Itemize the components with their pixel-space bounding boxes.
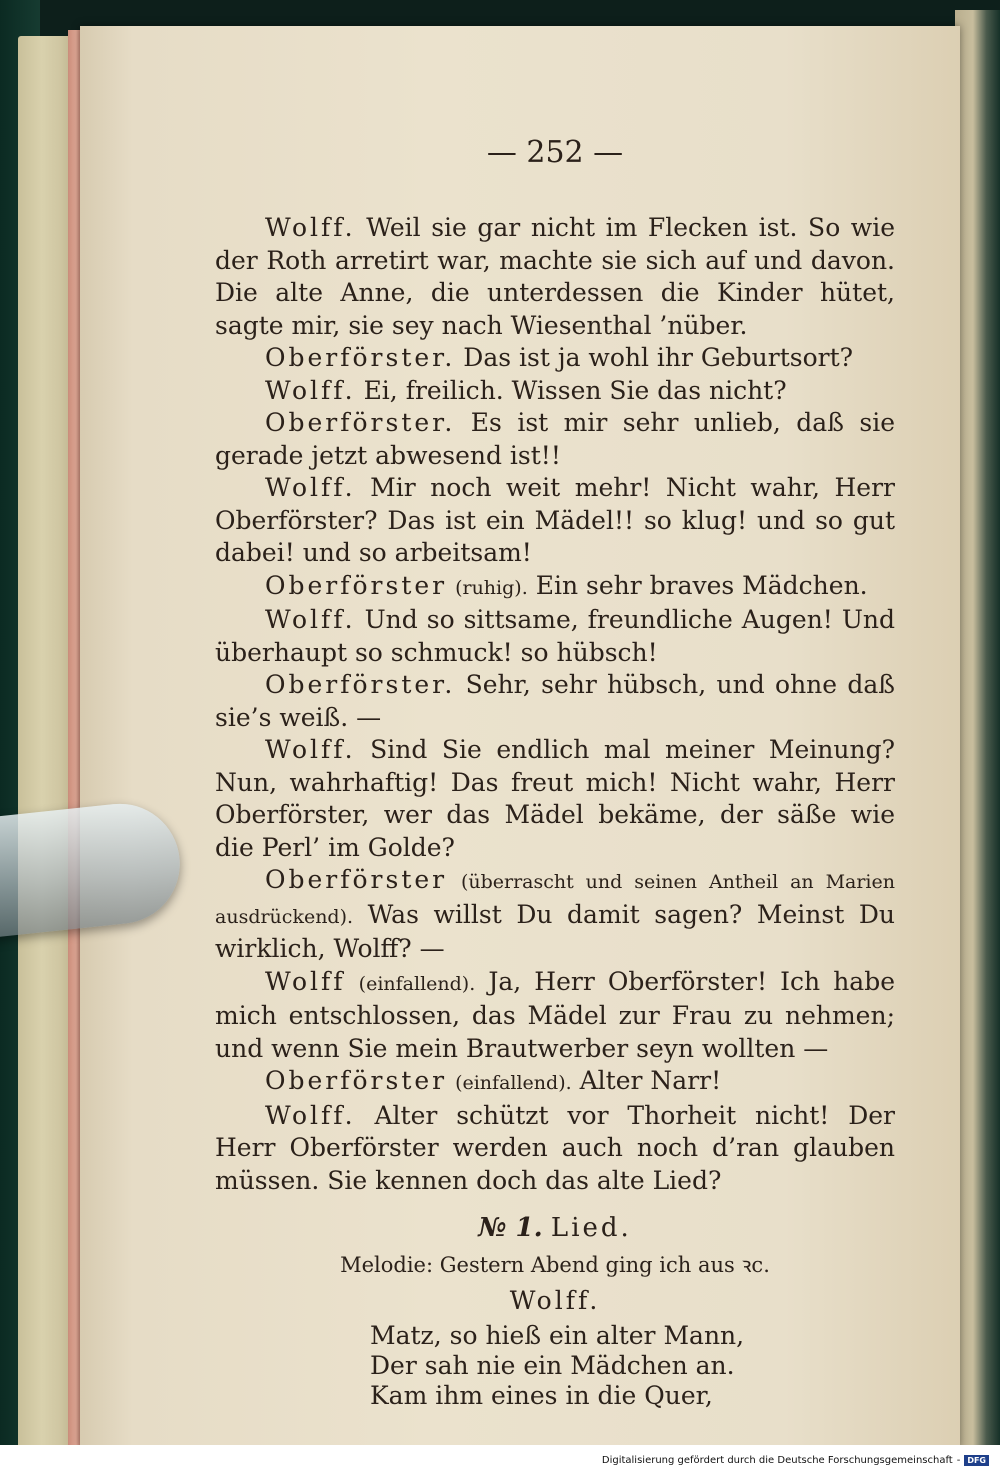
book-right-edge [955, 10, 1000, 1448]
page-text [215, 135, 895, 1411]
credit-text: Digitalisierung gefördert durch die Deutsche Forschungsgemeinschaft [601, 1455, 953, 1466]
paragraph-text: Mir noch weit mehr! Nicht wahr, Herr Oberförster? Das ist ein Mädel!! so klug! und so gut dabei! und so arbeitsam! [215, 473, 895, 567]
paragraph-text: Was willst Du damit sagen? Meinst Du wirklich, Wolff? — [215, 899, 895, 963]
dfg-credit: Digitalisierung gefördert durch die Deutsche Forschungsgemeinschaft - DFG [599, 1454, 992, 1467]
speaker-name: Oberförster [265, 1066, 448, 1095]
paragraph-text: Ein sehr braves Mädchen. [535, 570, 868, 600]
speaker-name: Oberförster. [265, 343, 456, 372]
paragraph-text: Sehr, sehr hübsch, und ohne daß sie’s weiß. — [215, 670, 895, 732]
paragraph [215, 864, 895, 966]
speaker-name: Wolff. [265, 375, 356, 405]
paragraph-text: Das ist ja wohl ihr Geburtsort? [463, 343, 854, 372]
song-title: Lied. [550, 1213, 632, 1243]
dialogue [215, 212, 895, 1197]
paragraph-text: Und so sittsame, freundliche Augen! Und überhaupt so schmuck! so hübsch! [215, 605, 895, 667]
paragraph-text: Weil sie gar nicht im Flecken ist. So wie der Roth arretirt war, machte sie sich auf und davon. Die alte Anne, die unterdessen die Kinder hütet, sagte mir, sie sey nach Wiesenthal ’nüber. [215, 213, 895, 340]
paragraph-text: Alter schützt vor Thorheit nicht! Der Herr Oberförster werden auch noch d’ran glauben müssen. Sie kennen doch das alte Lied? [215, 1100, 895, 1195]
speaker-name: Wolff. [265, 735, 356, 764]
paragraph [215, 342, 895, 375]
song-verses [215, 1321, 895, 1411]
speaker-name: Oberförster [265, 570, 448, 600]
song-heading [215, 1211, 895, 1245]
paragraph [215, 407, 895, 472]
paragraph [215, 570, 895, 605]
speaker-name: Oberförster. [265, 670, 456, 699]
paragraph [215, 1100, 895, 1198]
paragraph [215, 966, 895, 1066]
stage-direction: (überrascht und seinen Antheil an Marien ausdrückend). [215, 871, 895, 928]
paragraph-text: Ja, Herr Oberförster! Ich habe mich entschlossen, das Mädel zur Frau zu nehmen; und wenn Sie mein Brautwerber seyn wollten — [215, 966, 896, 1063]
speaker-name: Wolff. [265, 605, 356, 634]
paragraph-text: Alter Narr! [579, 1066, 722, 1095]
verse-line: Der sah nie ein Mädchen an. [370, 1351, 735, 1380]
speaker-name: Wolff. [265, 1100, 356, 1130]
verse-line: Kam ihm eines in die Quer, [370, 1381, 713, 1410]
paragraph [215, 212, 895, 342]
paragraph [215, 669, 895, 734]
speaker-name: Oberförster [265, 865, 448, 894]
paragraph [215, 472, 895, 570]
speaker-name: Oberförster. [265, 408, 456, 437]
paragraph [215, 604, 895, 669]
paragraph-text: Sind Sie endlich mal meiner Meinung? Nun, wahrhaftig! Das freut mich! Nicht wahr, Herr Oberförster, wer das Mädel bekäme, der säße wie die Perl’ im Golde? [215, 735, 896, 862]
paragraph-text: Es ist mir sehr unlieb, daß sie gerade jetzt abwesend ist!! [215, 408, 895, 470]
stage-direction: (einfallend). [455, 1072, 572, 1094]
stage-direction: (einfallend). [358, 972, 476, 995]
paragraph [215, 375, 895, 408]
song-number: № 1. [478, 1213, 543, 1243]
verse-line: Matz, so hieß ein alter Mann, [370, 1321, 745, 1350]
speaker-name: Wolff [265, 966, 346, 996]
speaker-name: Wolff. [265, 213, 356, 242]
stage-direction: (ruhig). [455, 576, 528, 599]
song-singer: Wolff. [509, 1286, 601, 1315]
song-melody: Melodie: Gestern Abend ging ich aus ꝛc. [340, 1253, 770, 1277]
dfg-logo-icon: DFG [964, 1455, 989, 1466]
speaker-name: Wolff. [265, 473, 356, 502]
paragraph [215, 734, 895, 864]
paragraph-text: Ei, freilich. Wissen Sie das nicht? [363, 375, 787, 405]
page-number: — 252 — [486, 135, 624, 170]
paragraph [215, 1065, 895, 1100]
